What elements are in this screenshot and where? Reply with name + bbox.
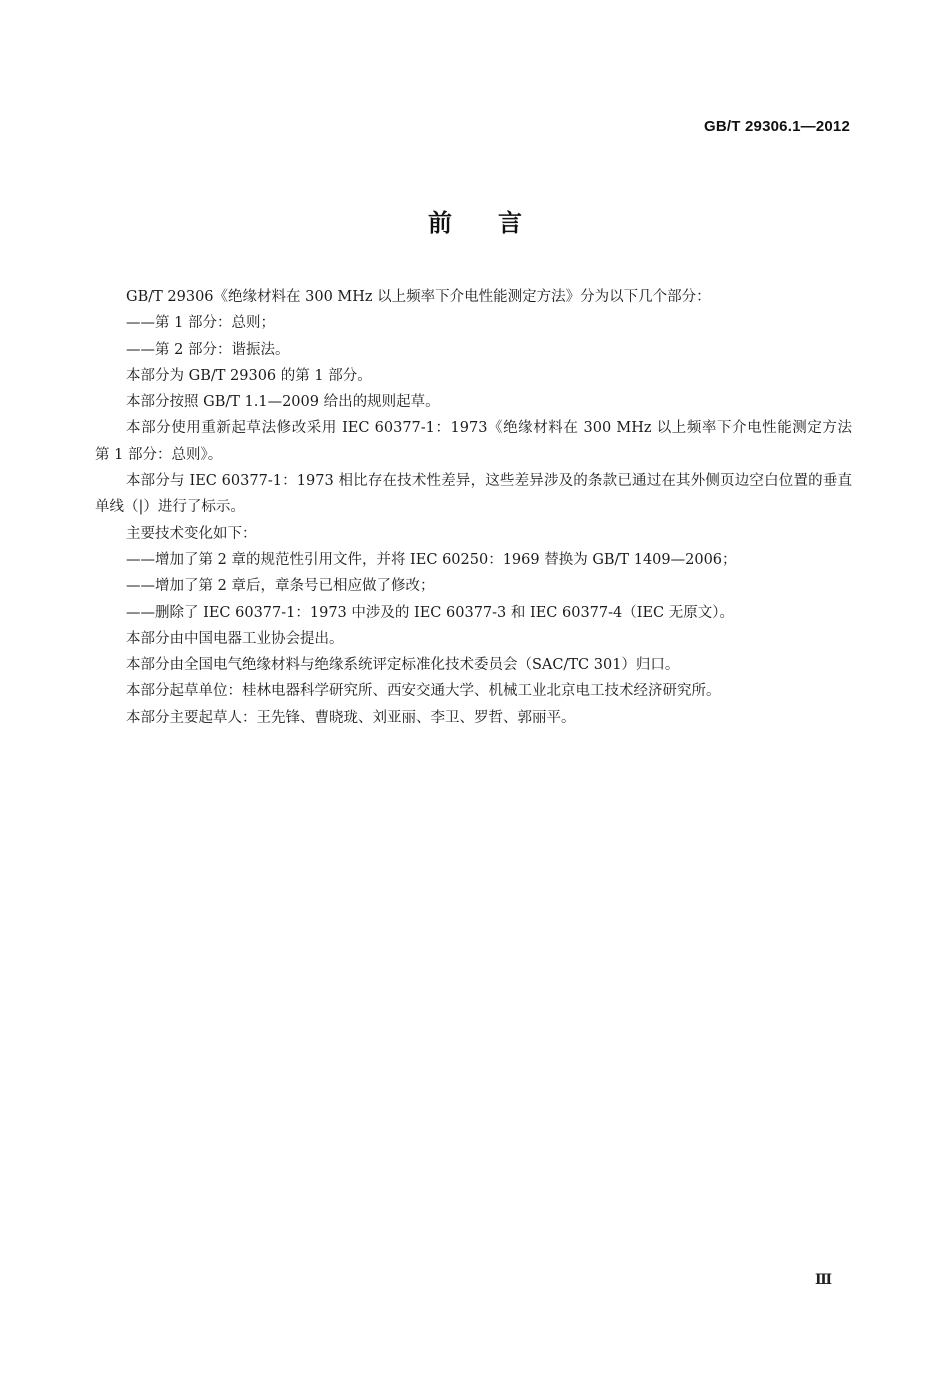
drafters: 本部分主要起草人：王先锋、曹晓珑、刘亚丽、李卫、罗哲、郭丽平。 bbox=[126, 709, 576, 726]
drafting-rules: 本部分按照 GB/T 1.1—2009 给出的规则起草。 bbox=[126, 394, 440, 411]
part-list-item: ——第 1 部分：总则； bbox=[126, 315, 275, 332]
committee-statement: 本部分由全国电气绝缘材料与绝缘系统评定标准化技术委员会（SAC/TC 301）归口。 bbox=[126, 657, 680, 674]
page-title: 前言 bbox=[428, 209, 568, 237]
drafting-organizations: 本部分起草单位：桂林电器科学研究所、西安交通大学、机械工业北京电工技术经济研究所。 bbox=[126, 683, 721, 700]
change-list-item: ——删除了 IEC 60377-1：1973 中涉及的 IEC 60377-3 和 IEC 60377-4（IEC 无原文）。 bbox=[126, 604, 735, 621]
standard-number: GB/T 29306.1—2012 bbox=[704, 118, 850, 135]
changes-heading: 主要技术变化如下： bbox=[126, 525, 257, 542]
change-list-item: ——增加了第 2 章后，章条号已相应做了修改； bbox=[126, 578, 435, 595]
change-list-item: ——增加了第 2 章的规范性引用文件，并将 IEC 60250：1969 替换为 GB/T 1409—2006； bbox=[126, 551, 737, 568]
part-list-item: ——第 2 部分：谐振法。 bbox=[126, 341, 290, 358]
intro-paragraph: GB/T 29306《绝缘材料在 300 MHz 以上频率下介电性能测定方法》分为以下几个部分： bbox=[126, 289, 711, 305]
foreword-body bbox=[95, 284, 867, 731]
technical-differences: 本部分与 IEC 60377-1：1973 相比存在技术性差异，这些差异涉及的条款已通过在其外侧页边空白位置的垂直单线（|）进行了标示。 bbox=[95, 473, 852, 516]
adoption-statement: 本部分使用重新起草法修改采用 IEC 60377-1：1973《绝缘材料在 300 MHz 以上频率下介电性能测定方法 第 1 部分：总则》。 bbox=[95, 420, 867, 463]
page-number: Ⅲ bbox=[814, 1272, 832, 1288]
proposer-statement: 本部分由中国电器工业协会提出。 bbox=[126, 630, 344, 647]
part-statement: 本部分为 GB/T 29306 的第 1 部分。 bbox=[126, 367, 372, 384]
